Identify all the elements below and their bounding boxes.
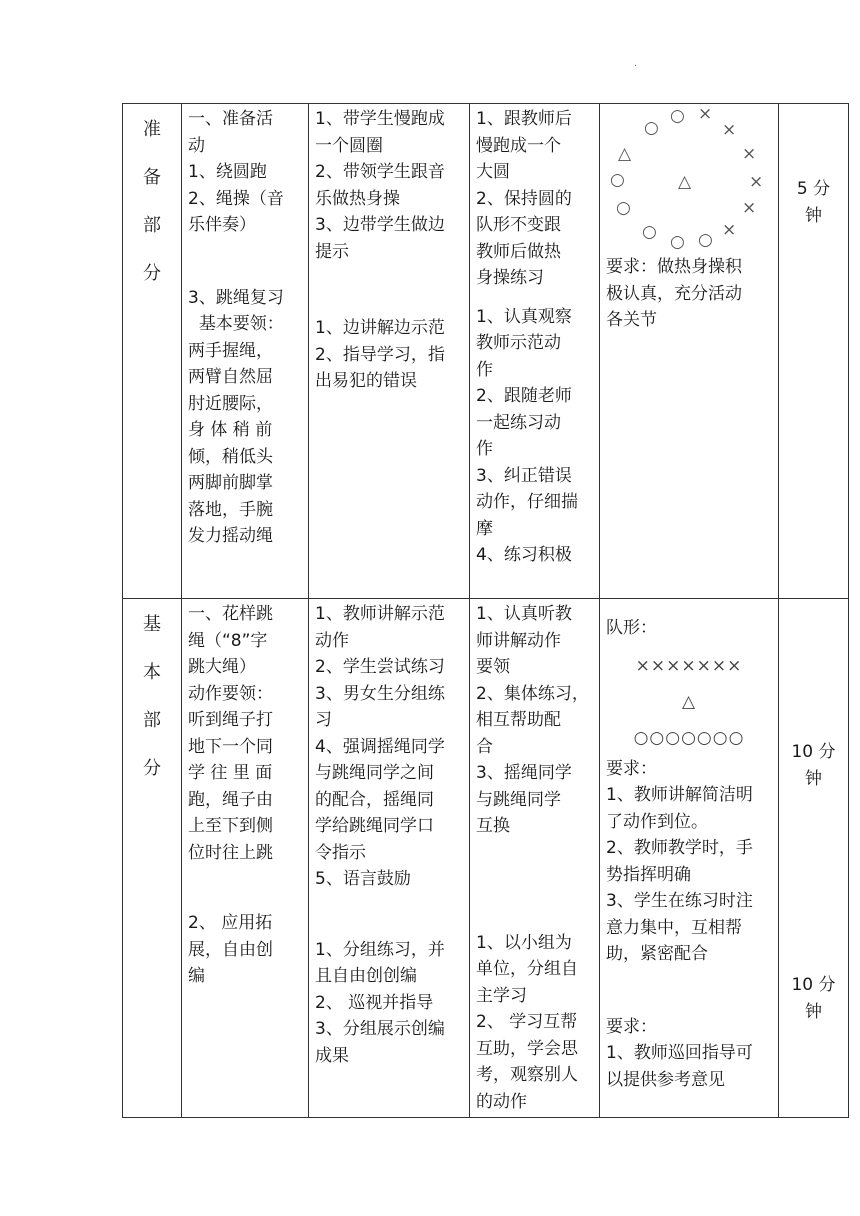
teacher-cell bbox=[309, 104, 470, 599]
text-line: 绳（“8”字 bbox=[188, 630, 268, 651]
text-line: 1、教师讲解简洁明 bbox=[606, 785, 753, 805]
text-line: 3、纠正错误 bbox=[476, 465, 572, 486]
text-line: 4、强调摇绳同学 bbox=[315, 736, 445, 757]
time-text: 10 分 钟 bbox=[791, 742, 836, 789]
text-line: 要领 bbox=[476, 657, 510, 677]
student-cell bbox=[470, 599, 600, 1118]
text-line: 势指挥明确 bbox=[606, 864, 691, 885]
teacher-lines-2 bbox=[315, 937, 463, 1070]
text-line: 两臂自然屈 bbox=[188, 367, 273, 387]
circle-formation-diagram bbox=[606, 104, 766, 254]
section-char: 备 bbox=[143, 167, 161, 188]
section-char: 部 bbox=[143, 710, 161, 731]
text-line: 摩 bbox=[476, 518, 493, 539]
text-line: 听到绳子打 bbox=[188, 710, 273, 730]
text-line: 3、摇绳同学 bbox=[476, 763, 572, 783]
table-row-warmup bbox=[123, 104, 849, 599]
requirement-lines-2 bbox=[606, 1014, 772, 1094]
text-line: 一、花样跳 bbox=[188, 604, 273, 624]
text-line: 2、保持圆的 bbox=[476, 188, 572, 209]
text-line: 1、认真观察 bbox=[476, 306, 572, 327]
text-line: 与跳绳同学 bbox=[476, 789, 561, 810]
text-line: 2、带领学生跟音 bbox=[315, 162, 445, 182]
text-line: 合 bbox=[476, 736, 493, 757]
text-line: 互助，学会思 bbox=[476, 1038, 578, 1059]
text-line: 1、认真听教 bbox=[476, 604, 572, 624]
organization-cell bbox=[600, 104, 779, 599]
text-line: 跑，绳子由 bbox=[188, 789, 273, 810]
circle-student-icon: ○ bbox=[616, 198, 631, 218]
text-line: 身操练习 bbox=[476, 268, 544, 288]
section-char: 基 bbox=[143, 614, 161, 635]
time-cell bbox=[779, 599, 849, 1118]
content-cell bbox=[182, 104, 309, 599]
text-line: 主学习 bbox=[476, 985, 527, 1006]
formation-row-teacher: △ bbox=[681, 691, 697, 712]
text-line: 两手握绳， bbox=[188, 340, 273, 361]
circle-student-icon: ○ bbox=[670, 232, 685, 252]
text-line: 一起练习动 bbox=[476, 412, 561, 433]
time-text-2: 10 分 钟 bbox=[791, 975, 836, 1022]
text-line: 3、学生在练习时注 bbox=[606, 891, 753, 911]
cross-student-icon: × bbox=[722, 220, 737, 240]
text-line: 且自由创创编 bbox=[315, 966, 417, 986]
content-lines bbox=[188, 601, 302, 866]
cross-student-icon: × bbox=[722, 120, 737, 140]
text-line: 1、跟教师后 bbox=[476, 109, 572, 129]
text-line: 学 往 里 面 bbox=[188, 763, 273, 783]
text-line: 2、绳操（音 bbox=[188, 188, 284, 209]
circle-student-icon: △ bbox=[618, 144, 632, 164]
cross-student-icon: ○ bbox=[698, 230, 713, 250]
content-cell bbox=[182, 599, 309, 1118]
text-line: 1、带学生慢跑成 bbox=[315, 109, 445, 129]
text-line: 出易犯的错误 bbox=[315, 371, 417, 391]
teacher-lines-2 bbox=[315, 315, 463, 395]
text-line: 师讲解动作 bbox=[476, 630, 561, 651]
teacher-lines bbox=[315, 601, 463, 893]
section-char: 部 bbox=[143, 215, 161, 236]
text-line: 的动作 bbox=[476, 1091, 527, 1112]
section-name-cell bbox=[123, 104, 182, 599]
text-line: 1、教师巡回指导可 bbox=[606, 1043, 753, 1063]
text-line: 了动作到位。 bbox=[606, 811, 708, 832]
text-line: 1、分组练习，并 bbox=[315, 939, 445, 960]
text-line: 慢跑成一个 bbox=[476, 135, 561, 156]
text-line: 倾，稍低头 bbox=[188, 446, 273, 467]
formation-row-cross: ××××××× bbox=[635, 655, 743, 676]
text-line: 成果 bbox=[315, 1045, 349, 1066]
page-mark: . bbox=[634, 58, 638, 69]
text-line: 相互帮助配 bbox=[476, 710, 561, 730]
text-line: 1、以小组为 bbox=[476, 932, 572, 953]
text-line: 一个圆圈 bbox=[315, 135, 383, 156]
text-line: 乐伴奏） bbox=[188, 215, 256, 235]
organization-cell bbox=[600, 599, 779, 1118]
section-char: 分 bbox=[143, 758, 161, 779]
text-line: 与跳绳同学之间 bbox=[315, 763, 434, 783]
text-line: 3、边带学生做边 bbox=[315, 215, 445, 235]
text-line: 展，自由创 bbox=[188, 939, 273, 960]
text-line: 要求： bbox=[606, 758, 657, 779]
text-line: 队形不变跟 bbox=[476, 215, 561, 235]
time-cell bbox=[779, 104, 849, 599]
text-line: 3、男女生分组练 bbox=[315, 683, 445, 704]
formation-rows bbox=[606, 648, 772, 756]
text-line: 动作要领： bbox=[188, 683, 273, 704]
student-lines bbox=[476, 601, 593, 840]
text-line: 5、语言鼓励 bbox=[315, 869, 411, 889]
text-line: 作 bbox=[476, 359, 493, 380]
text-line: 3、分组展示创编 bbox=[315, 1019, 445, 1039]
text-line: 作 bbox=[476, 439, 493, 459]
text-line: 的配合，摇绳同 bbox=[315, 789, 434, 810]
text-line: 大圆 bbox=[476, 162, 510, 182]
cross-student-icon: × bbox=[742, 198, 757, 218]
text-line: 各关节 bbox=[606, 310, 657, 330]
student-lines bbox=[476, 106, 593, 292]
text-line: 身 体 稍 前 bbox=[188, 420, 273, 440]
text-line: 4、练习积极 bbox=[476, 545, 572, 565]
text-line: 2、集体练习， bbox=[476, 683, 589, 704]
time-text: 5 分 钟 bbox=[796, 179, 831, 226]
text-line: 2、 学习互帮 bbox=[476, 1012, 578, 1032]
student-lines-2 bbox=[476, 304, 593, 569]
text-line: 考，观察别人 bbox=[476, 1065, 578, 1085]
text-line: 地下一个同 bbox=[188, 736, 273, 757]
text-line: 基本要领： bbox=[188, 314, 284, 334]
text-line: 2、 巡视并指导 bbox=[315, 992, 434, 1013]
teacher-lines bbox=[315, 106, 463, 265]
text-line: 教师后做热 bbox=[476, 241, 561, 262]
text-line: 以提供参考意见 bbox=[606, 1069, 725, 1090]
text-line: 要求： bbox=[606, 1016, 657, 1037]
text-line: 1、边讲解边示范 bbox=[315, 318, 445, 338]
lesson-plan-table bbox=[122, 103, 849, 1118]
section-char: 分 bbox=[143, 263, 161, 284]
circle-student-icon: ○ bbox=[610, 170, 625, 190]
content-lines bbox=[188, 106, 302, 239]
content-lines-2 bbox=[188, 285, 302, 550]
text-line: 习 bbox=[315, 710, 332, 730]
circle-student-icon: ○ bbox=[642, 222, 657, 242]
section-char: 准 bbox=[143, 119, 161, 140]
teacher-cell bbox=[309, 599, 470, 1118]
text-line: 要求：做热身操积 bbox=[606, 257, 742, 277]
text-line: 两脚前脚掌 bbox=[188, 473, 273, 493]
text-line: 上至下到侧 bbox=[188, 816, 273, 836]
text-line: 动作，仔细揣 bbox=[476, 492, 578, 512]
text-line: 肘近腰际， bbox=[188, 393, 273, 414]
section-char: 本 bbox=[143, 662, 161, 683]
text-line: 乐做热身操 bbox=[315, 188, 400, 209]
text-line: 单位，分组自 bbox=[476, 959, 578, 979]
text-line: 落地，手腕 bbox=[188, 499, 273, 520]
circle-student-icon: ○ bbox=[644, 118, 659, 138]
text-line: 教师示范动 bbox=[476, 333, 561, 353]
student-cell bbox=[470, 104, 600, 599]
requirement-lines bbox=[606, 254, 772, 334]
text-line: 助，紧密配合 bbox=[606, 944, 708, 964]
text-line: 跳大绳） bbox=[188, 657, 256, 677]
text-line: 动 bbox=[188, 135, 205, 156]
text-line: 提示 bbox=[315, 241, 349, 262]
text-line: 位时往上跳 bbox=[188, 842, 273, 863]
text-line: 令指示 bbox=[315, 842, 366, 863]
text-line: 发力摇动绳 bbox=[188, 526, 273, 546]
formation-row-circle: ○○○○○○○ bbox=[633, 727, 745, 748]
text-line: 2、跟随老师 bbox=[476, 386, 572, 406]
circle-student-icon: ○ bbox=[670, 106, 685, 126]
text-line: 意力集中，互相帮 bbox=[606, 917, 742, 938]
text-line: 2、学生尝试练习 bbox=[315, 657, 445, 677]
content-lines-2 bbox=[188, 910, 302, 990]
text-line: 2、教师教学时，手 bbox=[606, 838, 753, 858]
text-line: 动作 bbox=[315, 630, 349, 651]
formation-label: 队形： bbox=[606, 618, 657, 638]
cross-student-icon: × bbox=[742, 144, 757, 164]
text-line: 互换 bbox=[476, 816, 510, 836]
text-line: 1、教师讲解示范 bbox=[315, 604, 445, 624]
text-line: 编 bbox=[188, 966, 205, 986]
teacher-triangle-icon: △ bbox=[678, 172, 692, 192]
student-lines-2 bbox=[476, 930, 593, 1116]
requirement-lines bbox=[606, 756, 772, 968]
text-line: 学给跳绳同学口 bbox=[315, 816, 434, 836]
cross-student-icon: × bbox=[698, 104, 713, 124]
text-line: 1、绕圆跑 bbox=[188, 162, 267, 182]
text-line: 3、跳绳复习 bbox=[188, 287, 284, 308]
text-line: 极认真，充分活动 bbox=[606, 283, 742, 304]
table-row-main bbox=[123, 599, 849, 1118]
text-line: 2、指导学习，指 bbox=[315, 344, 445, 365]
text-line: 一、准备活 bbox=[188, 109, 273, 129]
section-name-cell bbox=[123, 599, 182, 1118]
cross-student-icon: × bbox=[749, 172, 764, 192]
text-line: 2、 应用拓 bbox=[188, 913, 273, 933]
